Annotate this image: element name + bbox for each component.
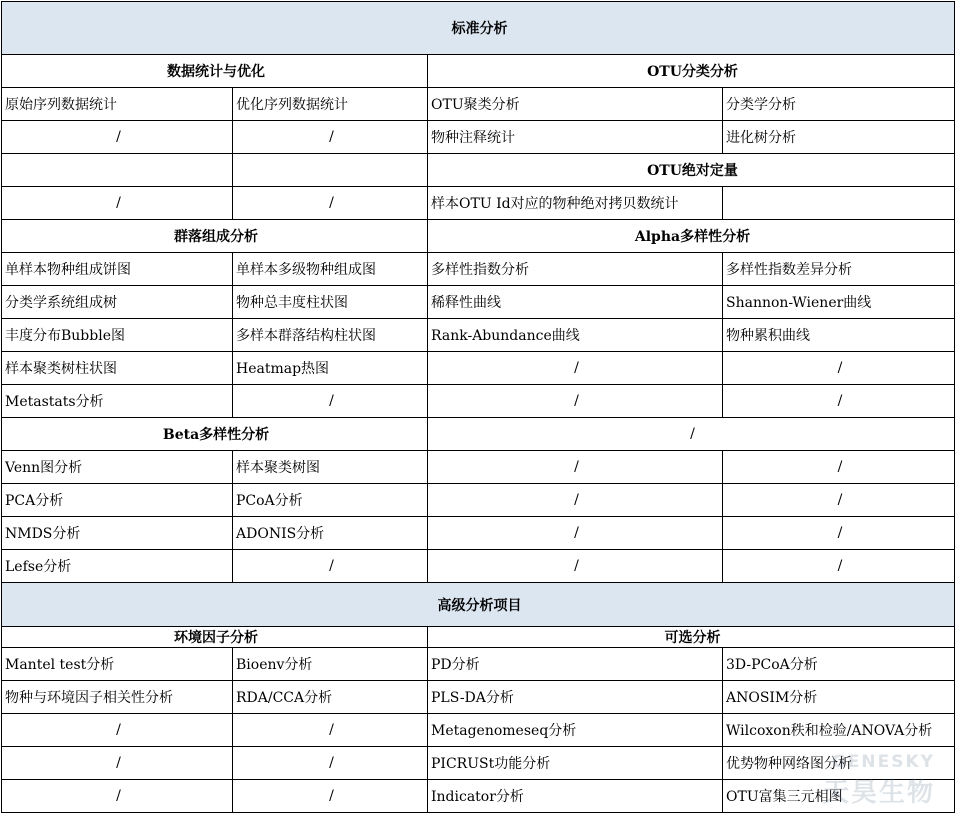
cell-network: 优势物种网络图分析 bbox=[723, 747, 955, 780]
cell-abs-copy: 样本OTU Id对应的物种绝对拷贝数统计 bbox=[428, 187, 723, 220]
cell-cluster-tree: 样本聚类树图 bbox=[233, 451, 428, 484]
cell-anosim: ANOSIM分析 bbox=[723, 681, 955, 714]
cell-empty: / bbox=[2, 747, 233, 780]
cell-empty: / bbox=[233, 747, 428, 780]
cell-empty: / bbox=[233, 714, 428, 747]
cell-alpha-index: 多样性指数分析 bbox=[428, 253, 723, 286]
cell-pca: PCA分析 bbox=[2, 484, 233, 517]
cell-pie: 单样本物种组成饼图 bbox=[2, 253, 233, 286]
cell-empty: / bbox=[723, 352, 955, 385]
cell-pcoa3d: 3D-PCoA分析 bbox=[723, 648, 955, 681]
cell-pd: PD分析 bbox=[428, 648, 723, 681]
cell-indicator: Indicator分析 bbox=[428, 780, 723, 813]
cell-wilcoxon: Wilcoxon秩和检验/ANOVA分析 bbox=[723, 714, 955, 747]
cell-picrust: PICRUSt功能分析 bbox=[428, 747, 723, 780]
header-optional: 可选分析 bbox=[428, 627, 955, 648]
analysis-table bbox=[1, 1, 955, 813]
cell-empty: / bbox=[233, 780, 428, 813]
cell-shannon: Shannon-Wiener曲线 bbox=[723, 286, 955, 319]
header-alpha: Alpha多样性分析 bbox=[428, 220, 955, 253]
cell-pcoa: PCoA分析 bbox=[233, 484, 428, 517]
cell-cluster-bar: 样本聚类树柱状图 bbox=[2, 352, 233, 385]
header-data-stats: 数据统计与优化 bbox=[2, 55, 428, 88]
cell-accum: 物种累积曲线 bbox=[723, 319, 955, 352]
cell-lefse: Lefse分析 bbox=[2, 550, 233, 583]
cell-ternary: OTU富集三元相图 bbox=[723, 780, 955, 813]
cell-empty: / bbox=[723, 484, 955, 517]
header-beta: Beta多样性分析 bbox=[2, 418, 428, 451]
cell-bioenv: Bioenv分析 bbox=[233, 648, 428, 681]
header-env: 环境因子分析 bbox=[2, 627, 428, 648]
cell-empty: / bbox=[428, 451, 723, 484]
cell-species-annot: 物种注释统计 bbox=[428, 121, 723, 154]
cell-nmds: NMDS分析 bbox=[2, 517, 233, 550]
cell-empty: / bbox=[428, 385, 723, 418]
cell-plsda: PLS-DA分析 bbox=[428, 681, 723, 714]
cell-metastats: Metastats分析 bbox=[2, 385, 233, 418]
cell-tax-tree: 分类学系统组成树 bbox=[2, 286, 233, 319]
cell-empty: / bbox=[2, 714, 233, 747]
cell-empty: / bbox=[428, 517, 723, 550]
cell-empty: / bbox=[233, 121, 428, 154]
cell-empty: / bbox=[428, 352, 723, 385]
cell-rda: RDA/CCA分析 bbox=[233, 681, 428, 714]
cell-metagenomeseq: Metagenomeseq分析 bbox=[428, 714, 723, 747]
cell-phylo-tree: 进化树分析 bbox=[723, 121, 955, 154]
cell-heatmap: Heatmap热图 bbox=[233, 352, 428, 385]
cell-empty: / bbox=[723, 385, 955, 418]
header-otu-class: OTU分类分析 bbox=[428, 55, 955, 88]
cell-rarefaction: 稀释性曲线 bbox=[428, 286, 723, 319]
cell-empty: / bbox=[2, 121, 233, 154]
cell-multi-level: 单样本多级物种组成图 bbox=[233, 253, 428, 286]
cell-abund-bar: 物种总丰度柱状图 bbox=[233, 286, 428, 319]
cell-blank bbox=[723, 187, 955, 220]
cell-empty: / bbox=[2, 187, 233, 220]
cell-env-corr: 物种与环境因子相关性分析 bbox=[2, 681, 233, 714]
genesky-watermark: GENESKY 天昊生物 bbox=[822, 752, 935, 808]
cell-empty: / bbox=[723, 451, 955, 484]
header-otu-abs: OTU绝对定量 bbox=[428, 154, 955, 187]
cell-alpha-index-diff: 多样性指数差异分析 bbox=[723, 253, 955, 286]
cell-empty: / bbox=[233, 385, 428, 418]
cell-taxonomy: 分类学分析 bbox=[723, 88, 955, 121]
cell-venn: Venn图分析 bbox=[2, 451, 233, 484]
cell-otu-cluster: OTU聚类分析 bbox=[428, 88, 723, 121]
cell-blank bbox=[2, 154, 233, 187]
header-community: 群落组成分析 bbox=[2, 220, 428, 253]
cell-empty: / bbox=[2, 780, 233, 813]
cell-empty: / bbox=[428, 484, 723, 517]
cell-empty: / bbox=[233, 550, 428, 583]
cell-blank bbox=[233, 154, 428, 187]
section-title-standard: 标准分析 bbox=[2, 2, 955, 55]
cell-multi-sample-bar: 多样本群落结构柱状图 bbox=[233, 319, 428, 352]
cell-mantel: Mantel test分析 bbox=[2, 648, 233, 681]
cell-bubble: 丰度分布Bubble图 bbox=[2, 319, 233, 352]
cell-empty: / bbox=[723, 550, 955, 583]
cell-empty: / bbox=[233, 187, 428, 220]
cell-empty: / bbox=[723, 517, 955, 550]
cell-empty: / bbox=[428, 418, 955, 451]
cell-rank: Rank-Abundance曲线 bbox=[428, 319, 723, 352]
cell-empty: / bbox=[428, 550, 723, 583]
cell-adonis: ADONIS分析 bbox=[233, 517, 428, 550]
cell-raw-seq-stats: 原始序列数据统计 bbox=[2, 88, 233, 121]
section-title-advanced: 高级分析项目 bbox=[2, 583, 955, 627]
cell-opt-seq-stats: 优化序列数据统计 bbox=[233, 88, 428, 121]
